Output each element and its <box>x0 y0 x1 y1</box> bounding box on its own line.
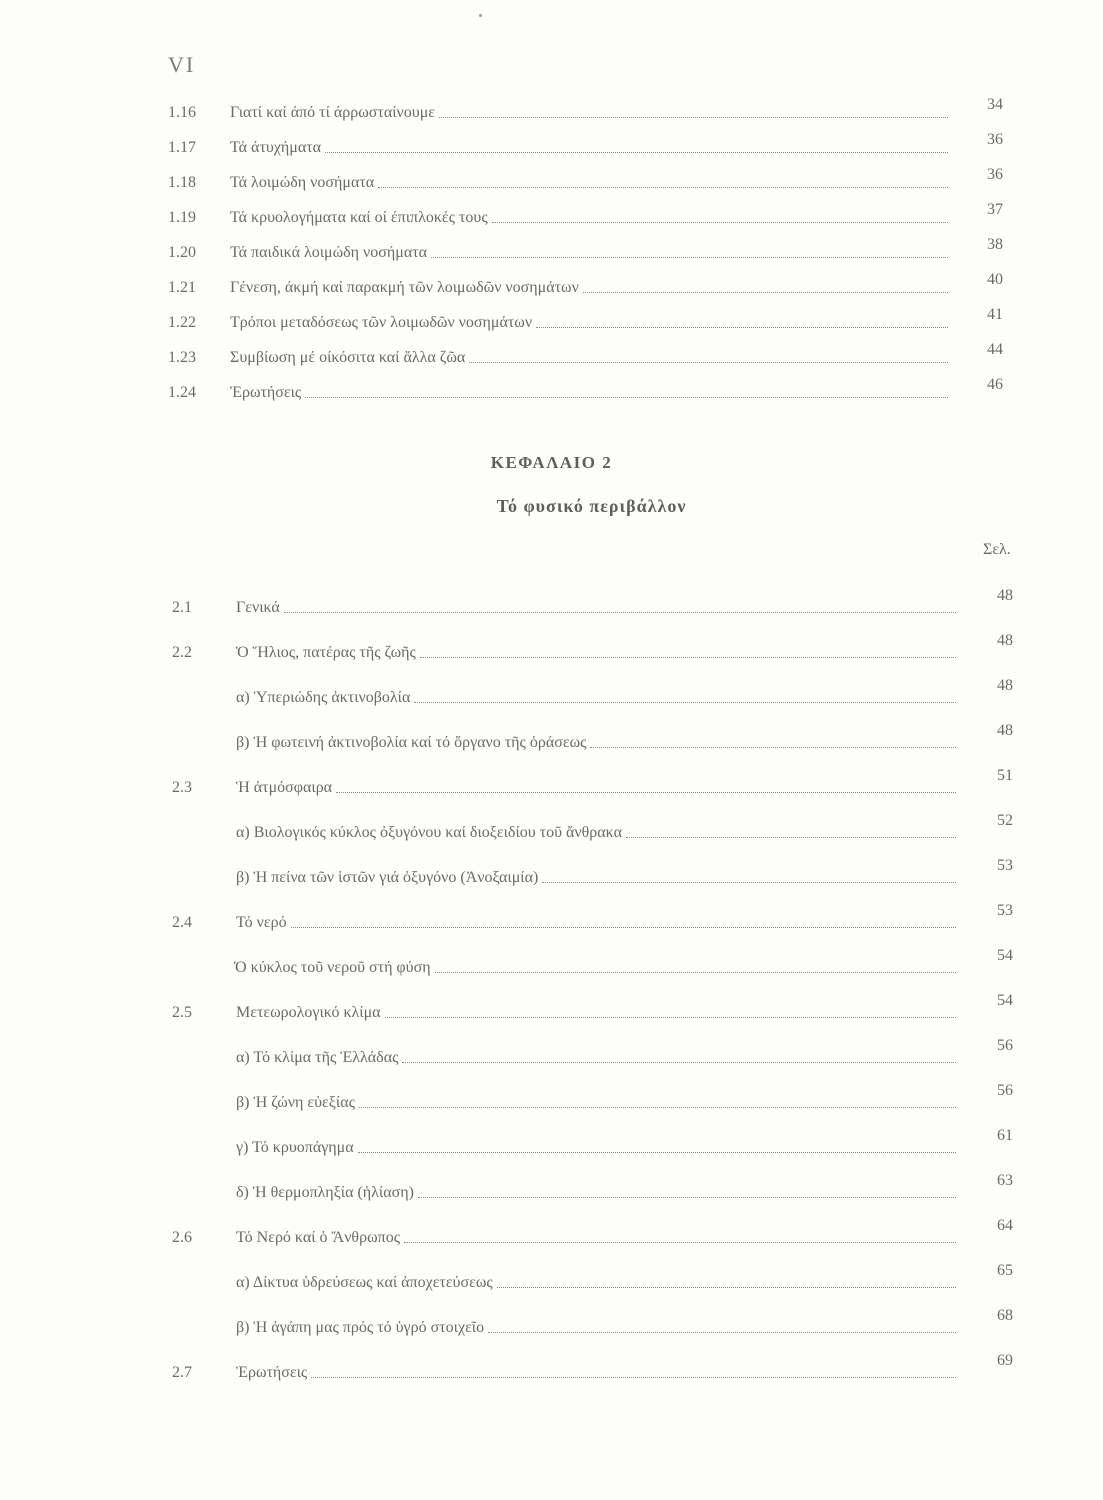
toc-entry <box>172 1352 1013 1382</box>
toc-entry-label: Ὁ κύκλος τοῦ νεροῦ στή φύση <box>234 959 431 976</box>
toc-entry-number: 2.4 <box>172 914 192 931</box>
toc-entry-label: Τά κρυολογήματα καί οί έπιπλοκές τους <box>230 209 488 226</box>
toc-entry-page: 54 <box>997 947 1013 964</box>
toc-entry <box>236 812 1013 842</box>
toc-entry-page: 38 <box>987 236 1003 253</box>
dot-leader <box>488 1332 956 1333</box>
toc-entry-label: Μετεωρολογικό κλίμα <box>236 1004 381 1021</box>
toc-entry <box>172 587 1013 617</box>
toc-entry-page: 56 <box>997 1037 1013 1054</box>
toc-entry-page: 48 <box>997 722 1013 739</box>
page-number: VI <box>168 52 196 77</box>
dot-leader <box>311 1377 956 1378</box>
toc-entry <box>172 902 1013 932</box>
toc-entry-page: 61 <box>997 1127 1013 1144</box>
toc-entry-page: 56 <box>997 1082 1013 1099</box>
dot-leader <box>431 257 948 258</box>
toc-entry-label: Τά παιδικά λοιμώδη νοσήματα <box>230 244 428 261</box>
toc-entry-number: 2.6 <box>172 1229 192 1246</box>
toc-entry <box>236 1127 1013 1157</box>
toc-entry-page: 68 <box>997 1307 1013 1324</box>
dot-leader <box>336 792 956 793</box>
dot-leader <box>358 1152 956 1153</box>
dot-leader <box>378 187 948 188</box>
toc-entry-number: 1.18 <box>168 174 196 191</box>
toc-entry-page: 63 <box>997 1172 1013 1189</box>
toc-entry-number: 1.17 <box>168 139 196 156</box>
dot-leader <box>590 747 956 748</box>
toc-entry-label: γ) Τό κρυοπάγημα <box>236 1139 354 1156</box>
toc-entry <box>168 306 1003 332</box>
toc-entry <box>236 1082 1013 1112</box>
toc-entry-label: α) Τό κλίμα τῆς Ἑλλάδας <box>236 1049 399 1066</box>
toc-entry-page: 64 <box>997 1217 1013 1234</box>
toc-entry <box>236 722 1013 752</box>
dot-leader <box>439 117 948 118</box>
toc-entry-label: Τά λοιμώδη νοσήματα <box>230 174 375 191</box>
toc-entry-page: 48 <box>997 587 1013 604</box>
dot-leader <box>284 612 956 613</box>
dot-leader <box>305 397 948 398</box>
toc-entry <box>236 677 1013 707</box>
toc-entry-page: 40 <box>987 271 1003 288</box>
toc-entry-label: Γιατί καί άπό τί άρρωσταίνουμε <box>230 104 435 121</box>
toc-entry-page: 54 <box>997 992 1013 1009</box>
toc-entry-label: Γένεση, άκμή καί παρακμή τῶν λοιμωδῶν νοσημάτων <box>230 279 579 296</box>
toc-entry-label: Τρόποι μεταδόσεως τῶν λοιμωδῶν νοσημάτων <box>230 314 533 331</box>
toc-entry <box>168 341 1003 367</box>
toc-entry-label: β) Ἡ πείνα τῶν ἱστῶν γιά ὀξυγόνο (Ἀνοξαιμία) <box>236 869 539 886</box>
toc-entry-page: 48 <box>997 677 1013 694</box>
dot-leader <box>435 972 956 973</box>
toc-entry-number: 2.3 <box>172 779 192 796</box>
toc-entry-number: 1.20 <box>168 244 196 261</box>
toc-entry-label: β) Ἡ ἀγάπη μας πρός τό ὑγρό στοιχεῖο <box>236 1319 485 1336</box>
toc-entry <box>236 1037 1013 1067</box>
dot-leader <box>385 1017 956 1018</box>
toc-entry-label: Ἡ ἀτμόσφαιρα <box>236 779 333 796</box>
toc-entry <box>236 1262 1013 1292</box>
toc-entry-page: 44 <box>987 341 1003 358</box>
toc-entry-page: 37 <box>987 201 1003 218</box>
toc-entry-number: 2.7 <box>172 1364 192 1381</box>
toc-entry-page: 53 <box>997 857 1013 874</box>
toc-entry <box>168 271 1003 297</box>
dot-leader <box>469 362 948 363</box>
toc-entry-page: 46 <box>987 376 1003 393</box>
toc-entry-number: 2.1 <box>172 599 192 616</box>
dot-leader <box>404 1242 956 1243</box>
dot-leader <box>542 882 956 883</box>
toc-entry <box>172 632 1013 662</box>
toc-entry <box>172 1217 1013 1247</box>
toc-entry-label: α) Βιολογικός κύκλος ὀξυγόνου καί διοξειδίου τοῦ ἄνθρακα <box>236 824 622 841</box>
dot-leader <box>492 222 948 223</box>
dot-leader <box>583 292 948 293</box>
toc-entry-label: α) Ὑπεριώδης ἀκτινοβολία <box>236 689 411 706</box>
toc-entry <box>168 96 1003 122</box>
toc-entry-number: 1.21 <box>168 279 196 296</box>
toc-entry <box>168 376 1003 402</box>
dot-leader <box>497 1287 956 1288</box>
toc-entry-number: 1.16 <box>168 104 196 121</box>
toc-entry <box>168 131 1003 157</box>
toc-entry <box>236 1172 1013 1202</box>
dot-leader <box>414 702 956 703</box>
page-column-label: Σελ. <box>983 541 1011 558</box>
toc-entry <box>236 1307 1013 1337</box>
toc-entry-label: β) Ἡ ζώνη εὐεξίας <box>236 1094 355 1111</box>
dot-leader <box>291 927 956 928</box>
toc-entry-page: 53 <box>997 902 1013 919</box>
toc-entry-page: 51 <box>997 767 1013 784</box>
toc-entry-page: 41 <box>987 306 1003 323</box>
toc-entry-page: 36 <box>987 131 1003 148</box>
toc-entry <box>172 767 1013 797</box>
chapter-title: Τό φυσικό περιβάλλον <box>496 496 687 516</box>
toc-entry-label: Ὁ Ἥλιος, πατέρας τῆς ζωῆς <box>236 644 416 661</box>
toc-entry-page: 52 <box>997 812 1013 829</box>
dot-leader <box>420 657 956 658</box>
toc-entry-label: Τό νερό <box>236 914 287 931</box>
toc-entry <box>168 166 1003 192</box>
toc-entry-label: Ἐρωτήσεις <box>236 1364 308 1381</box>
toc-entry-page: 36 <box>987 166 1003 183</box>
toc-entry-number: 1.22 <box>168 314 196 331</box>
toc-entry-page: 69 <box>997 1352 1013 1369</box>
toc-entry-label: Τό Νερό καί ὁ Ἄνθρωπος <box>236 1229 401 1246</box>
toc-entry-number: 1.19 <box>168 209 196 226</box>
toc-entry-label: Γενικά <box>236 599 280 616</box>
toc-entry <box>172 992 1013 1022</box>
toc-entry-label: α) Δίκτυα ὑδρεύσεως καί ἀποχετεύσεως <box>236 1274 493 1291</box>
toc-entry-page: 65 <box>997 1262 1013 1279</box>
toc-entry-label: β) Ἡ φωτεινή ἀκτινοβολία καί τό ὄργανο τῆς ὁράσεως <box>236 734 587 751</box>
toc-entry-page: 34 <box>987 96 1003 113</box>
toc-entry-number: 1.24 <box>168 384 196 401</box>
dot-leader <box>402 1062 956 1063</box>
toc-entry-number: 2.2 <box>172 644 192 661</box>
toc-entry-label: Τά άτυχήματα <box>230 139 322 156</box>
toc-entry-label: δ) Ἡ θερμοπληξία (ἡλίαση) <box>236 1184 414 1201</box>
toc-entry-number: 2.5 <box>172 1004 192 1021</box>
toc-entry-label: Συμβίωση μέ οίκόσιτα καί ἄλλα ζῶα <box>230 349 466 366</box>
dot-leader <box>418 1197 956 1198</box>
dot-leader <box>325 152 948 153</box>
toc-entry-label: Ἐρωτήσεις <box>230 384 302 401</box>
toc-entry <box>234 947 1013 977</box>
dot-leader <box>626 837 956 838</box>
toc-entry-page: 48 <box>997 632 1013 649</box>
toc-entry-number: 1.23 <box>168 349 196 366</box>
toc-entry <box>168 201 1003 227</box>
chapter-heading: ΚΕΦΑΛΑΙΟ 2 <box>490 453 613 472</box>
dot-leader <box>359 1107 956 1108</box>
toc-entry <box>168 236 1003 262</box>
toc-entry <box>236 857 1013 887</box>
dot-leader <box>536 327 948 328</box>
print-speck <box>479 14 482 17</box>
